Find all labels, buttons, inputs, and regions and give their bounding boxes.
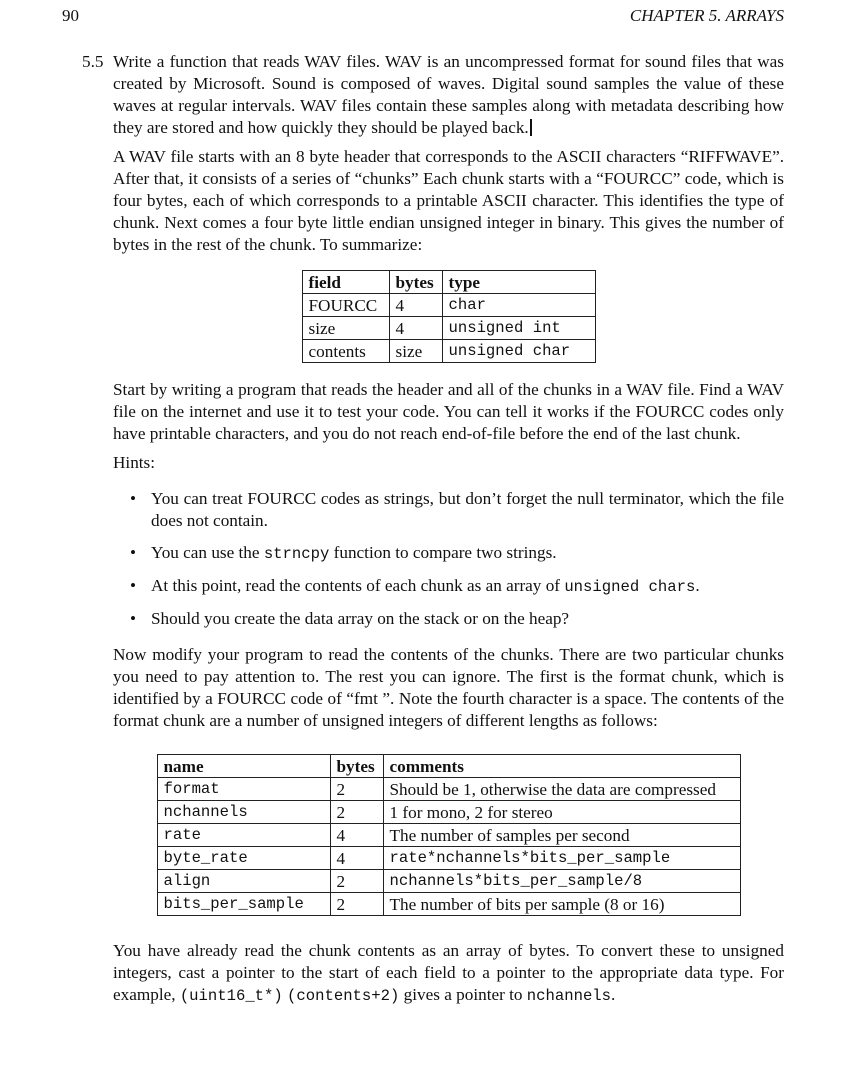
bullet-icon: • (130, 543, 137, 562)
table-cell: 2 (330, 870, 383, 893)
format-chunk-table (157, 754, 741, 916)
table-header-cell: name (157, 755, 330, 778)
table-cell: 4 (389, 317, 442, 340)
table-row (157, 847, 740, 870)
inline-code: (contents+2) (287, 987, 400, 1005)
table-header-row (302, 271, 595, 294)
table-cell: 4 (330, 847, 383, 870)
hint-text: At this point, read the contents of each chunk as an array of (151, 576, 565, 595)
format-chunk-table-wrap (113, 754, 784, 916)
table-row (157, 778, 740, 801)
list-item (130, 608, 784, 630)
table-row (157, 801, 740, 824)
table-cell: bits_per_sample (157, 893, 330, 916)
table-cell: format (157, 778, 330, 801)
hint-text: . (695, 576, 700, 595)
table-header-cell: bytes (330, 755, 383, 778)
list-item (130, 575, 784, 598)
table-row (157, 870, 740, 893)
chapter-title: CHAPTER 5. ARRAYS (629, 6, 784, 25)
hint-code: unsigned chars (564, 578, 696, 596)
text-cursor (530, 119, 532, 136)
table-header-cell: field (302, 271, 389, 294)
table-cell: byte_rate (157, 847, 330, 870)
table-cell: size (389, 340, 442, 363)
table-header-cell: bytes (389, 271, 442, 294)
table-cell: 2 (330, 801, 383, 824)
paragraph-text: You have already read the chunk contents as an array of bytes. To convert these to unsigned integers, cast a pointer to the start of each field to a pointer to the appropriate data type. For example, (113, 941, 784, 1004)
table-cell: 2 (330, 778, 383, 801)
paragraph-intro-text: Write a function that reads WAV files. WAV is an uncompressed format for sound files that was created by Microsoft. Sound is composed of waves. Digital sound samples the value of these waves at regular intervals. WAV files contain these samples along with metadata describing how they are stored and how quickly they should be played back. (113, 52, 784, 137)
table-cell: nchannels (157, 801, 330, 824)
hint-code: strncpy (263, 545, 330, 563)
hint-text: Should you create the data array on the stack or on the heap? (151, 609, 570, 628)
hint-text: function to compare two strings. (329, 543, 557, 562)
table-cell: 2 (330, 893, 383, 916)
bullet-icon: • (130, 489, 137, 508)
paragraph-header-description: A WAV file starts with an 8 byte header that corresponds to the ASCII characters “RIFFWAVE”. After that, it consists of a series of “chunks” Each chunk starts with a “FOURCC” code, which is four bytes, each of which corresponds to a printable ASCII character. This identifies the type of chunk. Next comes a four byte little endian unsigned integer in binary. This gives the number of bytes in the rest of the chunk. To summarize: (113, 147, 784, 254)
table-cell: rate*nchannels*bits_per_sample (383, 847, 740, 870)
table-header-cell: comments (383, 755, 740, 778)
bullet-icon: • (130, 609, 137, 628)
paragraph-cast-pointers (113, 940, 784, 1007)
exercise-number: 5.5 (82, 52, 104, 71)
table-cell: unsigned char (442, 340, 595, 363)
table-cell: The number of bits per sample (8 or 16) (383, 893, 740, 916)
table-cell: The number of samples per second (383, 824, 740, 847)
table-cell: align (157, 870, 330, 893)
chunk-structure-table-wrap (113, 270, 784, 363)
table-header-row (157, 755, 740, 778)
table-row (302, 340, 595, 363)
inline-code: nchannels (526, 987, 612, 1005)
list-item (130, 542, 784, 565)
hints-list (113, 488, 784, 630)
table-row (302, 294, 595, 317)
table-cell: char (442, 294, 595, 317)
chunk-structure-table (302, 270, 596, 363)
list-item (130, 488, 784, 532)
table-cell: 1 for mono, 2 for stereo (383, 801, 740, 824)
page-number: 90 (62, 6, 79, 25)
table-cell: FOURCC (302, 294, 389, 317)
table-cell: contents (302, 340, 389, 363)
hints-label: Hints: (113, 453, 156, 472)
table-cell: unsigned int (442, 317, 595, 340)
inline-code: (uint16_t*) (179, 987, 283, 1005)
table-cell: nchannels*bits_per_sample/8 (383, 870, 740, 893)
bullet-icon: • (130, 576, 137, 595)
hint-text: You can use the (151, 543, 264, 562)
paragraph-text: . (611, 985, 616, 1004)
table-cell: 4 (389, 294, 442, 317)
table-row (302, 317, 595, 340)
paragraph-read-chunks: Start by writing a program that reads the header and all of the chunks in a WAV file. Find a WAV file on the internet and use it to test your code. You can tell it works if the FOURCC codes only have printable characters, and you do not reach end-of-file before the end of the last chunk. (113, 380, 784, 443)
paragraph-text: gives a pointer to (399, 985, 527, 1004)
table-cell: size (302, 317, 389, 340)
table-cell: Should be 1, otherwise the data are compressed (383, 778, 740, 801)
table-row (157, 824, 740, 847)
table-cell: 4 (330, 824, 383, 847)
exercise-body (82, 51, 784, 1007)
paragraph-format-chunk: Now modify your program to read the contents of the chunks. There are two particular chunks you need to pay attention to. The rest you can ignore. The first is the format chunk, which is identified by a FOURCC code of “fmt ”. Note the fourth character is a space. The contents of the format chunk are a number of unsigned integers of different lengths as follows: (113, 645, 784, 730)
table-header-cell: type (442, 271, 595, 294)
hint-text: You can treat FOURCC codes as strings, but don’t forget the null terminator, which the file does not contain. (151, 489, 784, 530)
paragraph-intro (113, 51, 784, 139)
table-cell: rate (157, 824, 330, 847)
table-row (157, 893, 740, 916)
